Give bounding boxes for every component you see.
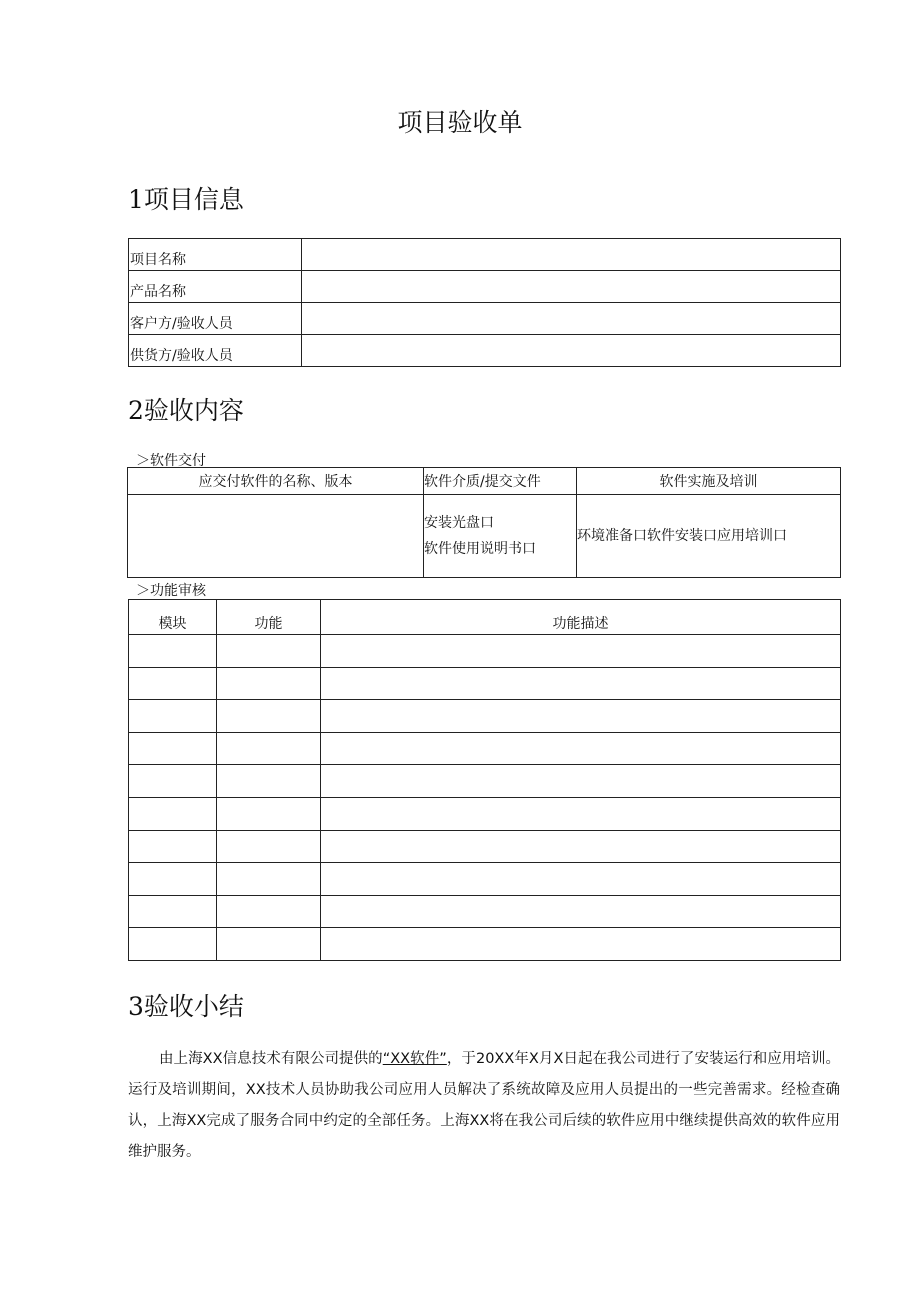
table-row (128, 495, 841, 578)
table-header-row (129, 600, 841, 635)
cell-description[interactable] (321, 895, 841, 928)
table-row (129, 928, 841, 961)
label-customer-acceptor: 客户方/验收人员 (129, 303, 302, 335)
table-row (129, 863, 841, 896)
value-customer-acceptor[interactable] (302, 303, 841, 335)
table-row (129, 895, 841, 928)
cell-function[interactable] (217, 732, 321, 765)
table-row (129, 635, 841, 668)
cell-description[interactable] (321, 635, 841, 668)
cell-description[interactable] (321, 928, 841, 961)
cell-training[interactable]: 环境准备口软件安装口应用培训口 (577, 495, 841, 578)
cell-module[interactable] (129, 830, 217, 863)
subheading-function-review: ＞功能审核 (136, 583, 206, 599)
header-media-docs: 软件介质/提交文件 (424, 468, 577, 495)
cell-module[interactable] (129, 797, 217, 830)
software-delivery-table (127, 467, 841, 578)
header-software-name: 应交付软件的名称、版本 (128, 468, 424, 495)
table-row (129, 700, 841, 733)
table-row (129, 765, 841, 798)
table-header-row (128, 468, 841, 495)
value-supplier-acceptor[interactable] (302, 335, 841, 367)
cell-media-docs (424, 495, 577, 578)
cell-function[interactable] (217, 667, 321, 700)
table-row (129, 335, 841, 367)
cell-description[interactable] (321, 765, 841, 798)
project-info-table (128, 238, 841, 367)
cell-module[interactable] (129, 863, 217, 896)
cell-module[interactable] (129, 732, 217, 765)
summary-paragraph (128, 1044, 840, 1168)
cell-function[interactable] (217, 863, 321, 896)
table-row (129, 667, 841, 700)
header-function-description: 功能描述 (321, 600, 841, 635)
cell-module[interactable] (129, 667, 217, 700)
table-row (129, 830, 841, 863)
media-item-install-cd[interactable]: 安装光盘口 (424, 515, 494, 531)
summary-software-name: “XX软件” (382, 1051, 447, 1067)
function-review-table (128, 599, 841, 961)
document-title: 项目验收单 (397, 108, 523, 137)
cell-description[interactable] (321, 863, 841, 896)
cell-description[interactable] (321, 797, 841, 830)
table-row (129, 732, 841, 765)
cell-function[interactable] (217, 765, 321, 798)
table-row (129, 797, 841, 830)
table-row (129, 271, 841, 303)
subheading-software-delivery: ＞软件交付 (136, 453, 206, 469)
cell-description[interactable] (321, 700, 841, 733)
value-project-name[interactable] (302, 239, 841, 271)
cell-function[interactable] (217, 700, 321, 733)
label-supplier-acceptor: 供货方/验收人员 (129, 335, 302, 367)
cell-module[interactable] (129, 635, 217, 668)
cell-description[interactable] (321, 667, 841, 700)
cell-description[interactable] (321, 830, 841, 863)
table-row (129, 303, 841, 335)
cell-module[interactable] (129, 895, 217, 928)
cell-function[interactable] (217, 797, 321, 830)
cell-module[interactable] (129, 765, 217, 798)
cell-function[interactable] (217, 895, 321, 928)
cell-module[interactable] (129, 928, 217, 961)
summary-text-intro: 由上海XX信息技术有限公司提供的 (159, 1051, 383, 1067)
section-heading-project-info: 1项目信息 (128, 185, 244, 214)
cell-description[interactable] (321, 732, 841, 765)
header-implementation-training: 软件实施及培训 (577, 468, 841, 495)
cell-module[interactable] (129, 700, 217, 733)
value-product-name[interactable] (302, 271, 841, 303)
cell-function[interactable] (217, 635, 321, 668)
media-item-user-manual[interactable]: 软件使用说明书口 (424, 541, 536, 557)
cell-function[interactable] (217, 830, 321, 863)
cell-function[interactable] (217, 928, 321, 961)
label-product-name: 产品名称 (129, 271, 302, 303)
header-function: 功能 (217, 600, 321, 635)
header-module: 模块 (129, 600, 217, 635)
section-heading-acceptance-summary: 3验收小结 (128, 992, 244, 1021)
summary-text-body: ，于20XX年X月X日起在我公司进行了安装运行和应用培训。运行及培训期间，XX技术人员协助我公司应用人员解决了系统故障及应用人员提出的一些完善需求。经检查确认，上海XX完成了服务合同中约定的全部任务。上海XX将在我公司后续的软件应用中继续提供高效的软件应用维护服务。 (128, 1051, 840, 1160)
section-heading-acceptance-content: 2验收内容 (128, 396, 244, 425)
label-project-name: 项目名称 (129, 239, 302, 271)
cell-software-name[interactable] (128, 495, 424, 578)
table-row (129, 239, 841, 271)
